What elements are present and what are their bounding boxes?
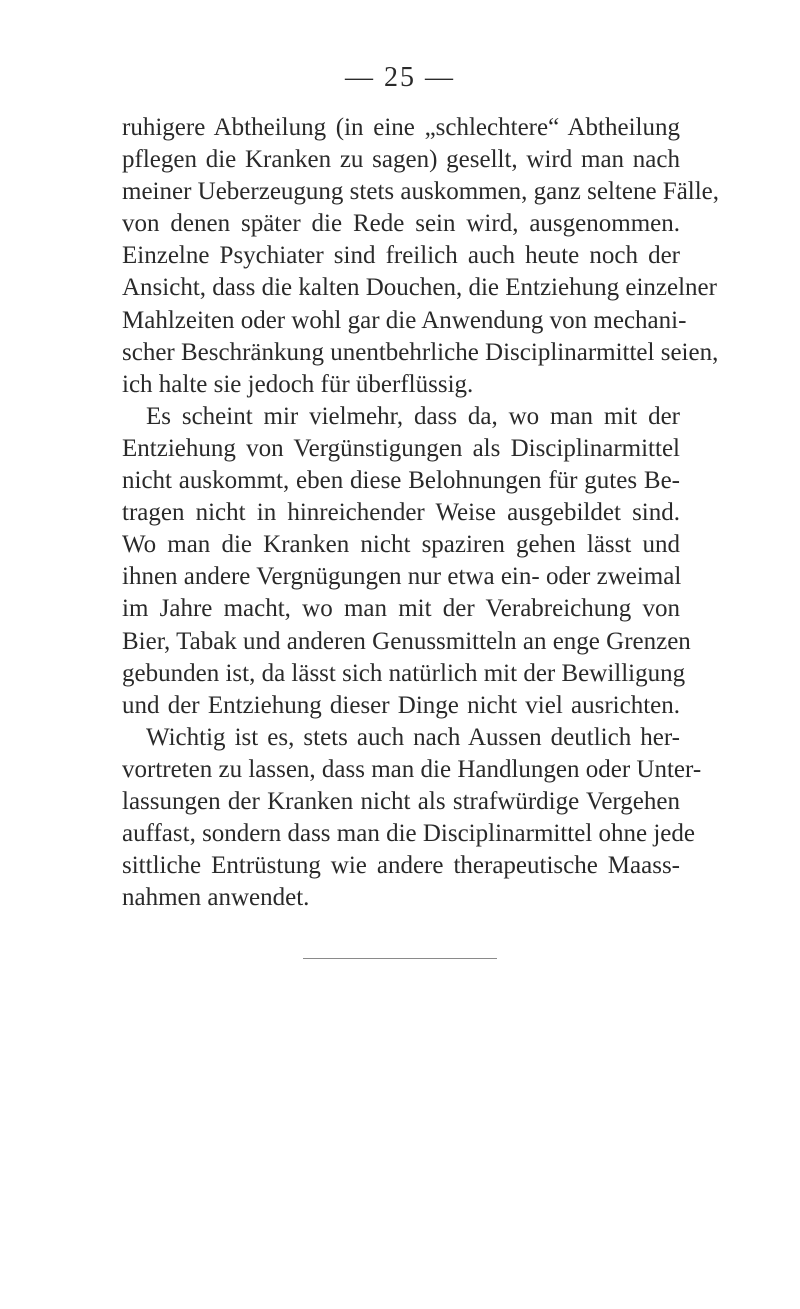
- text-line: pflegen die Kranken zu sagen) gesellt, wird man nach: [122, 146, 680, 174]
- text-line: nicht auskommt, eben diese Belohnungen für gutes Be-: [122, 467, 680, 495]
- text-line: Bier, Tabak und anderen Genussmitteln an enge Grenzen: [122, 627, 691, 655]
- footer-rule: [303, 958, 497, 959]
- text-line: im Jahre macht, wo man mit der Verabreichung von: [122, 595, 680, 623]
- text-line: sittliche Entrüstung wie andere therapeutische Maass-: [122, 852, 680, 880]
- text-line: Ansicht, dass die kalten Douchen, die Entziehung einzelner: [122, 274, 717, 302]
- text-line: und der Entziehung dieser Dinge nicht viel ausrichten.: [122, 691, 680, 719]
- page-number: — 25 —: [345, 62, 455, 93]
- text-line: Entziehung von Vergünstigungen als Disciplinarmittel: [122, 434, 680, 462]
- text-line: auffast, sondern dass man die Disciplinarmittel ohne jede: [122, 820, 695, 848]
- text-line: ihnen andere Vergnügungen nur etwa ein- oder zweimal: [122, 563, 682, 591]
- text-line: vortreten zu lassen, dass man die Handlungen oder Unter-: [122, 755, 702, 783]
- text-line: Mahlzeiten oder wohl gar die Anwendung von mechani-: [122, 306, 687, 334]
- text-line: ruhigere Abtheilung (in eine „schlechtere“ Abtheilung: [122, 114, 680, 141]
- text-line: meiner Ueberzeugung stets auskommen, ganz seltene Fälle,: [122, 178, 720, 206]
- body-text: [122, 112, 720, 914]
- text-line: nahmen anwendet.: [122, 884, 310, 912]
- text-line: von denen später die Rede sein wird, ausgenommen.: [122, 210, 680, 238]
- text-line: lassungen der Kranken nicht als strafwürdige Vergehen: [122, 787, 680, 815]
- text-line: ich halte sie jedoch für überflüssig.: [122, 370, 474, 398]
- text-line: Wo man die Kranken nicht spaziren gehen lässt und: [122, 531, 680, 559]
- text-line: Wichtig ist es, stets auch nach Aussen deutlich her-: [146, 723, 680, 751]
- text-line: gebunden ist, da lässt sich natürlich mit der Bewilligung: [122, 659, 686, 687]
- text-line: scher Beschränkung unentbehrliche Disciplinarmittel seien,: [122, 338, 719, 366]
- text-line: tragen nicht in hinreichender Weise ausgebildet sind.: [122, 499, 680, 527]
- text-line: Einzelne Psychiater sind freilich auch heute noch der: [122, 242, 680, 270]
- text-line: Es scheint mir vielmehr, dass da, wo man mit der: [146, 402, 680, 430]
